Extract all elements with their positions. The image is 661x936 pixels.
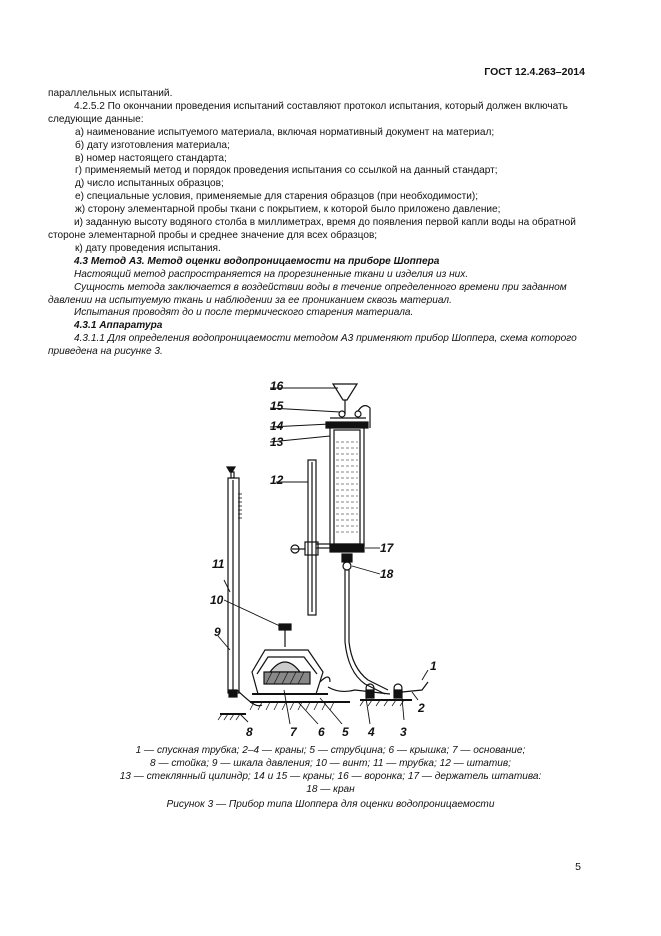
- paragraph-scope: Настоящий метод распространяется на прорезиненные ткани и изделия из них.: [74, 268, 469, 280]
- list-item: а) наименование испытуемого материала, включая нормативный документ на материал;: [75, 126, 495, 138]
- caption-line: 1 — спускная трубка; 2–4 — краны; 5 — струбцина; 6 — крышка; 7 — основание;: [135, 745, 526, 756]
- figure-title: Рисунок 3 — Прибор типа Шоппера для оценки водопроницаемости: [166, 798, 495, 810]
- section-heading-4-3-1: 4.3.1 Аппаратура: [74, 320, 163, 332]
- label-13: 13: [270, 435, 284, 449]
- list-item: ж) сторону элементарной пробы ткани с покрытием, к которой было приложено давление;: [75, 204, 501, 216]
- label-4: 4: [368, 725, 375, 739]
- list-item: д) число испытанных образцов;: [75, 178, 224, 190]
- caption-line: 18 — кран: [306, 783, 355, 795]
- label-14: 14: [270, 419, 284, 433]
- glass-cylinder: [316, 422, 368, 552]
- paragraph-4-2-5-2: 4.2.5.2 По окончании проведения испытаний составляют протокол испытания, который должен включать следующие данные:: [48, 100, 568, 125]
- label-10: 10: [210, 593, 224, 607]
- drain-tubing: [328, 554, 428, 706]
- clamp: [252, 624, 330, 694]
- pressure-tube: [227, 467, 242, 697]
- paragraph-continuation: параллельных испытаний.: [48, 88, 173, 99]
- figure-caption: [48, 745, 613, 812]
- label-2: 2: [418, 701, 425, 715]
- list-item: в) номер настоящего стандарта;: [75, 152, 227, 164]
- document-number: ГОСТ 12.4.263–2014: [484, 66, 585, 78]
- caption-line: 13 — стеклянный цилиндр; 14 и 15 — краны; 16 — воронка; 17 — держатель штатива:: [119, 770, 542, 782]
- label-5: 5: [342, 725, 349, 739]
- apparatus-drawing: [190, 372, 460, 744]
- paragraph-4-3-1-1: 4.3.1.1 Для определения водопроницаемости методом А3 применяют прибор Шоппера, схема которого приведена на рисунке 3.: [48, 333, 577, 358]
- schopper-apparatus-figure: [190, 372, 460, 744]
- label-6: 6: [318, 725, 325, 739]
- label-16: 16: [270, 379, 284, 393]
- list-item: б) дату изготовления материала;: [75, 139, 230, 151]
- list-item: г) применяемый метод и порядок проведения испытания со ссылкой на данный стандарт;: [75, 165, 498, 177]
- paragraph-aging: Испытания проводят до и после термического старения материала.: [74, 307, 414, 319]
- label-7: 7: [290, 725, 297, 739]
- label-15: 15: [270, 399, 284, 413]
- caption-line: 8 — стойка; 9 — шкала давления; 10 — винт; 11 — трубка; 12 — штатив;: [150, 757, 511, 769]
- section-heading-4-3: 4.3 Метод А3. Метод оценки водопроницаемости на приборе Шоппера: [74, 255, 440, 267]
- label-9: 9: [214, 625, 221, 639]
- list-item: е) специальные условия, применяемые для старения образцов (при необходимости);: [75, 191, 479, 203]
- label-1: 1: [430, 659, 437, 673]
- base-platform: [250, 702, 350, 710]
- label-3: 3: [400, 725, 407, 739]
- label-11: 11: [212, 557, 225, 571]
- list-item: и) заданную высоту водяного столба в миллиметрах, время до появления первой капли воды на обратной стороне элементарной пробы и среднее значение для всех образцов;: [48, 217, 576, 241]
- page-number: 5: [575, 861, 581, 873]
- label-8: 8: [246, 725, 253, 739]
- funnel: [330, 384, 370, 428]
- stand: [291, 460, 318, 615]
- label-18: 18: [380, 567, 394, 581]
- body-text: [48, 88, 583, 359]
- list-item: к) дату проведения испытания.: [75, 242, 221, 254]
- label-12: 12: [270, 473, 284, 487]
- paragraph-essence: Сущность метода заключается в воздействии воды в течение определенного времени при заданном давлении на испытуемую ткань и наблюдении за ее прониканием сквозь материал.: [48, 281, 567, 306]
- label-17: 17: [380, 541, 394, 555]
- figure-labels: [210, 379, 437, 739]
